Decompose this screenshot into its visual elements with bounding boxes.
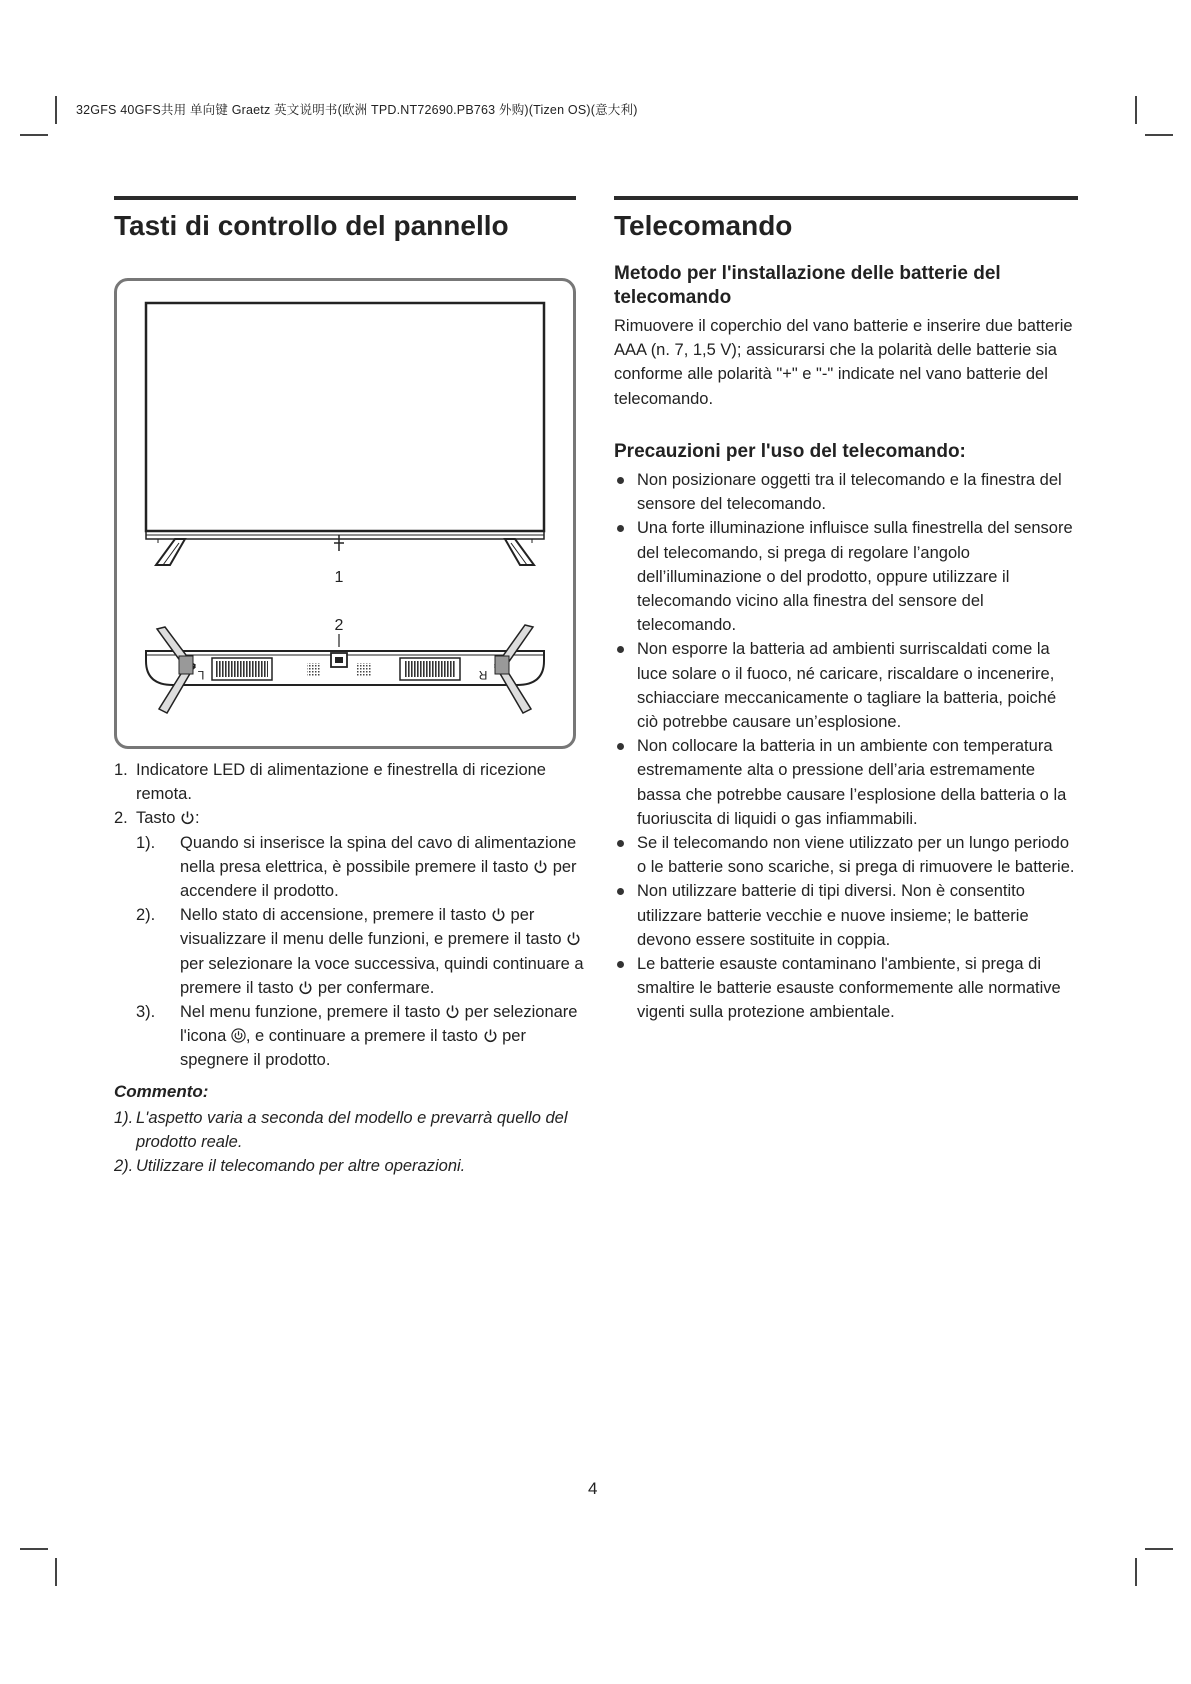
bullet-item: Una forte illuminazione influisce sulla finestrella del sensore del telecomando, si prega di regolare l’angolo dell’illuminazione o del prodotto, oppure utilizzare il telecomando vicino alla finestra del sensore del telecomando. <box>614 516 1078 637</box>
comment-item <box>114 1106 594 1154</box>
crop-mark <box>1135 1558 1137 1586</box>
left-stand <box>156 539 185 565</box>
sub-text: Nel menu funzione, premere il tasto <box>180 1003 441 1022</box>
list-item <box>114 758 584 806</box>
control-list <box>114 758 584 1073</box>
crop-mark <box>1145 134 1173 136</box>
sub-number: 2). <box>136 906 156 925</box>
comment-number: 2). <box>114 1157 134 1176</box>
sub-list <box>136 831 584 1073</box>
sub-text: per confermare. <box>317 978 435 997</box>
comment-text: L'aspetto varia a seconda del modello e prevarrà quello del prodotto reale. <box>136 1109 568 1152</box>
power-icon <box>491 907 506 922</box>
list-item <box>114 806 584 1072</box>
sub-item <box>136 1000 584 1073</box>
tv-illustration <box>117 281 573 746</box>
bullet-item: Non collocare la batteria in un ambiente con temperatura estremamente alta o pressione dell’aria estremamente bassa che potrebbe causare l’esplosione della batteria o la fuoriuscita di liquidi o gas infiammabili. <box>614 734 1078 831</box>
comment-item <box>114 1154 594 1178</box>
sub-number: 1). <box>136 833 156 852</box>
standby-icon <box>231 1028 246 1043</box>
comment-list <box>114 1106 594 1179</box>
crop-mark <box>55 96 57 124</box>
sub-text: Nello stato di accensione, premere il tasto <box>180 906 487 925</box>
battery-install-title: Metodo per l'installazione delle batterie del telecomando <box>614 263 1001 308</box>
power-icon <box>533 859 548 874</box>
crop-mark <box>1145 1548 1173 1550</box>
power-icon <box>298 980 313 995</box>
item-number: 2. <box>114 809 128 828</box>
comment-text: Utilizzare il telecomando per altre operazioni. <box>136 1157 466 1176</box>
section-rule <box>614 196 1078 200</box>
bullet-item: Le batterie esauste contaminano l'ambiente, si prega di smaltire le batterie esauste conformemente alle normative vigenti sulla protezione ambientale. <box>614 952 1078 1025</box>
document-header: 32GFS 40GFS共用 单向键 Graetz 英文说明书(欧洲 TPD.NT72690.PB763 外购)(Tizen OS)(意大利) <box>76 103 638 117</box>
tv-screen <box>146 303 544 531</box>
right-stand <box>505 539 534 565</box>
power-icon <box>483 1028 498 1043</box>
page-number: 4 <box>588 1479 598 1498</box>
sub-text: , e continuare a premere il tasto <box>245 1027 478 1046</box>
section-rule <box>114 196 576 200</box>
crop-mark <box>55 1558 57 1586</box>
sub-number: 3). <box>136 1003 156 1022</box>
sub-text: per accendere il prodotto. <box>180 857 577 901</box>
crop-mark <box>1135 96 1137 124</box>
panel-figure <box>114 278 576 749</box>
label-right: R <box>478 668 488 682</box>
sub-text: Quando si inserisce la spina del cavo di alimentazione nella presa elettrica, è possibile premere il tasto <box>180 833 577 876</box>
sub-text: per visualizzare il menu delle funzioni, e premere il tasto <box>180 906 562 949</box>
precautions-list <box>614 468 1078 1025</box>
comment-title: Commento: <box>114 1082 209 1101</box>
power-icon <box>566 931 581 946</box>
item-suffix: : <box>195 809 200 828</box>
crop-mark <box>20 134 48 136</box>
sub-text: per selezionare l'icona <box>180 1003 578 1046</box>
sub-text: per spegnere il prodotto. <box>180 1027 526 1070</box>
right-section-title: Telecomando <box>614 210 793 241</box>
power-icon <box>445 1004 460 1019</box>
battery-install-text: Rimuovere il coperchio del vano batterie e inserire due batterie AAA (n. 7, 1,5 V); assicurarsi che la polarità delle batterie sia conforme alle polarità "+" e "-" indicate nel vano batterie del telecomando. <box>614 317 1073 408</box>
bullet-item: Se il telecomando non viene utilizzato per un lungo periodo o le batterie sono scariche, si prega di rimuovere le batterie. <box>614 831 1078 879</box>
bullet-item: Non esporre la batteria ad ambienti surriscaldati come la luce solare o il fuoco, né caricare, riscaldare o incenerire, schiacciare meccanicamente o tagliare la batteria, poiché ciò potrebbe causare un’esplosione. <box>614 637 1078 734</box>
precautions-title: Precauzioni per l'uso del telecomando: <box>614 441 966 462</box>
callout-1: 1 <box>334 569 344 586</box>
sub-text: per selezionare la voce successiva, quindi continuare a premere il tasto <box>180 954 584 997</box>
item-text: Indicatore LED di alimentazione e finestrella di ricezione remota. <box>136 761 546 804</box>
power-icon <box>180 810 195 825</box>
sub-item <box>136 903 584 1000</box>
comment-number: 1). <box>114 1109 134 1127</box>
sub-item <box>136 831 584 904</box>
item-number: 1. <box>114 761 128 779</box>
crop-mark <box>20 1548 48 1550</box>
label-left: L <box>197 668 205 682</box>
bullet-item: Non posizionare oggetti tra il telecomando e la finestra del sensore del telecomando. <box>614 468 1078 516</box>
bullet-item: Non utilizzare batterie di tipi diversi. Non è consentito utilizzare batterie vecchie e nuove insieme; le batterie devono essere sostituite in coppia. <box>614 879 1078 952</box>
callout-2: 2 <box>334 617 344 634</box>
left-section-title: Tasti di controllo del pannello <box>114 210 509 241</box>
item-text: Tasto <box>136 809 176 828</box>
